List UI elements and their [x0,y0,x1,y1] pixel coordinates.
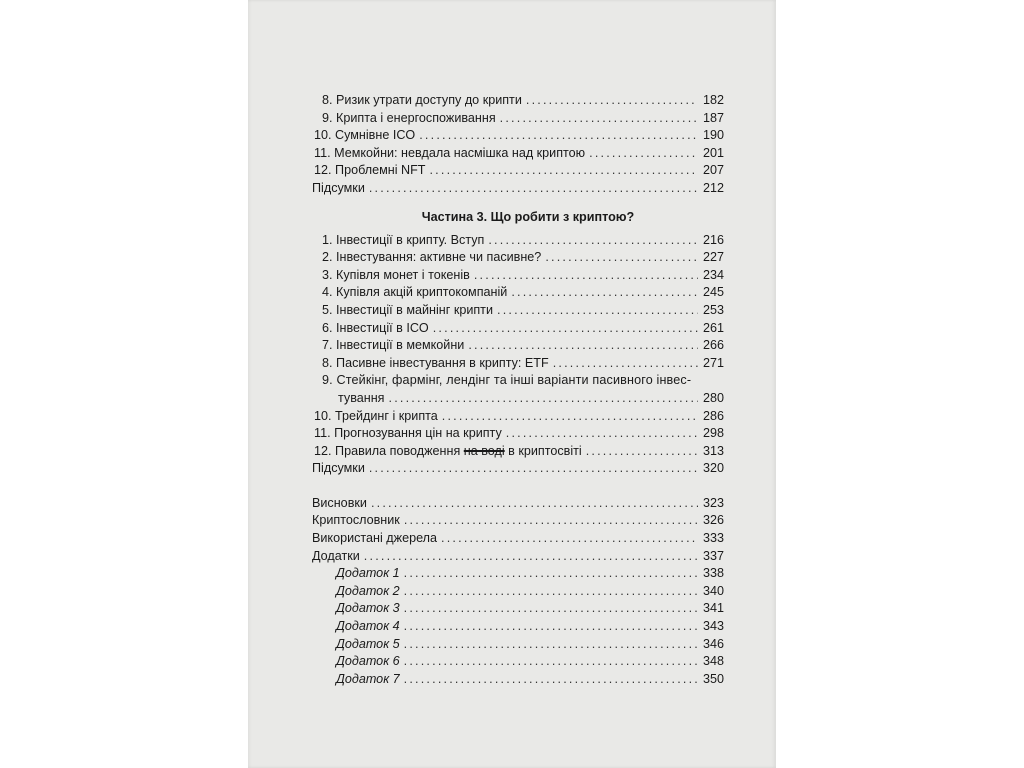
entry-number: 12. [314,443,332,458]
entry-number: 10. [314,408,332,423]
struck-text: на воді [463,443,505,458]
entry-title: Додаток 6 [336,654,400,669]
page-number: 227 [702,250,724,265]
entry-title: Купівля монет і токенів [336,267,470,282]
dot-leader [589,145,698,163]
page-number: 280 [702,390,724,405]
toc-backmatter-sources [312,530,724,548]
toc-appendix-3 [312,600,724,618]
part-title: Частина 3. Що робити з криптою? [421,209,635,224]
spacer [312,478,724,495]
toc-backmatter-glossary [312,512,724,530]
toc-entry-b-3 [312,267,724,285]
page-number: 201 [702,145,724,160]
entry-number: 9. [322,110,333,125]
toc-summary-a [312,180,724,198]
entry-title: Пасивне інвестування в крипту: ETF [336,355,549,370]
toc-entry-b-6 [312,320,724,338]
dot-leader [488,232,698,250]
entry-title: Проблемні NFT [335,163,426,178]
entry-title: Додаток 1 [336,566,400,581]
page-number: 341 [702,601,724,616]
toc-entry-b-5 [312,302,724,320]
entry-title: Стейкінг, фармінг, лендінг та інші варіанти пасивного інвес- [336,373,692,388]
page-number: 338 [702,566,724,581]
entry-number: 11. [314,145,331,160]
toc-entry-a-10 [312,127,724,145]
dot-leader [404,565,698,583]
page-number: 286 [702,408,724,423]
page-number: 348 [702,654,724,669]
toc-entry-b-12 [312,443,724,461]
dot-leader [497,302,698,320]
entry-title: Додаток 4 [336,619,400,634]
entry-number: 8. [322,93,333,107]
entry-number: 12. [314,163,332,178]
entry-title: Додаток 5 [336,636,400,651]
dot-leader [526,92,698,110]
book-page [248,0,776,768]
entry-title: Трейдинг і крипта [335,408,438,423]
dot-leader [404,583,698,601]
page-number: 320 [702,461,724,476]
dot-leader [369,460,698,478]
toc-entry-b-9-line1 [312,372,724,390]
dot-leader [404,671,698,689]
entry-title: Додаток 3 [336,601,400,616]
entry-number: 11. [314,426,331,441]
dot-leader [441,530,698,548]
dot-leader [404,653,698,671]
entry-title: Додатки [312,548,360,563]
page-number: 271 [702,355,724,370]
page-number: 333 [702,531,724,546]
page-number: 313 [702,443,724,458]
entry-title: Крипта і енергоспоживання [336,110,496,125]
dot-leader [468,337,698,355]
dot-leader [545,249,698,267]
page-number: 326 [702,513,724,528]
page-number: 343 [702,619,724,634]
entry-title: Висновки [312,495,367,510]
dot-leader [433,320,698,338]
entry-number: 6. [322,320,333,335]
toc-backmatter-conclusions [312,495,724,513]
toc-summary-b [312,460,724,478]
dot-leader [404,636,698,654]
table-of-contents [312,92,724,688]
page-number: 234 [702,267,724,282]
dot-leader [511,284,698,302]
entry-title: Мемкойни: невдала насмішка над криптою [334,145,586,160]
dot-leader [404,600,698,618]
entry-number: 8. [322,355,333,370]
page-number: 190 [702,128,724,143]
page-number: 340 [702,583,724,598]
dot-leader [506,425,698,443]
page-number: 207 [702,163,724,178]
page-number: 245 [702,285,724,300]
entry-title: Додаток 2 [336,583,400,598]
entry-title: Інвестиції в крипту. Вступ [336,232,485,247]
page-number: 346 [702,636,724,651]
dot-leader [500,110,698,128]
dot-leader [442,408,698,426]
toc-appendix-4 [312,618,724,636]
toc-entry-b-2 [312,249,724,267]
toc-appendix-1 [312,565,724,583]
toc-appendix-7 [312,671,724,689]
toc-appendix-5 [312,636,724,654]
entry-title: Додаток 7 [336,671,400,686]
dot-leader [553,355,698,373]
dot-leader [429,162,698,180]
entry-number: 9. [322,373,333,388]
entry-number: 4. [322,285,333,300]
toc-entry-b-8 [312,355,724,373]
page-number: 212 [702,180,724,195]
toc-entry-b-7 [312,337,724,355]
toc-entry-a-9 [312,110,724,128]
page-number: 216 [702,232,724,247]
entry-number: 2. [322,250,333,265]
entry-title: Сумнівне ICO [335,128,416,143]
entry-title: Підсумки [312,180,365,195]
toc-entry-b-9-line2 [312,390,724,408]
entry-title: Купівля акцій криптокомпаній [336,285,508,300]
dot-leader [474,267,698,285]
toc-entry-b-4 [312,284,724,302]
toc-backmatter-appendices [312,548,724,566]
entry-number: 3. [322,267,333,282]
toc-entry-a-12 [312,162,724,180]
entry-title: Інвестиції в мемкойни [336,338,465,353]
toc-entry-b-1 [312,232,724,250]
toc-entry-b-10 [312,408,724,426]
entry-number: 10. [314,128,332,143]
toc-entry-b-11 [312,425,724,443]
dot-leader [586,443,698,461]
entry-title: Використані джерела [312,531,438,546]
page-number: 187 [702,110,724,125]
entry-title: Підсумки [312,461,365,476]
page-number: 350 [702,671,724,686]
entry-title: Криптословник [312,513,400,528]
entry-number: 5. [322,302,333,317]
entry-title: Інвестиції в ICO [336,320,429,335]
entry-title: Прогнозування цін на крипту [334,426,502,441]
page-number: 298 [702,426,724,441]
dot-leader [419,127,698,145]
toc-entry-a-8 [312,92,724,110]
entry-title: Ризик утрати доступу до крипти [336,93,522,107]
page-number: 323 [702,495,724,510]
dot-leader [404,618,698,636]
entry-number: 7. [322,338,333,353]
entry-title-end: в криптосвіті [508,443,582,458]
toc-entry-a-11 [312,145,724,163]
page-number: 182 [702,93,724,107]
dot-leader [404,512,698,530]
toc-appendix-2 [312,583,724,601]
page-number: 337 [702,548,724,563]
entry-title-start: Правила поводження [335,443,461,458]
dot-leader [389,390,699,408]
entry-title: Інвестиції в майнінг крипти [336,302,493,317]
page-number: 261 [702,320,724,335]
page-number: 253 [702,302,724,317]
page-number: 266 [702,338,724,353]
dot-leader [371,495,698,513]
entry-title: Інвестування: активне чи пасивне? [336,250,542,265]
entry-title-continued: тування [338,390,385,405]
entry-number: 1. [322,232,333,247]
dot-leader [369,180,698,198]
toc-appendix-6 [312,653,724,671]
dot-leader [364,548,698,566]
